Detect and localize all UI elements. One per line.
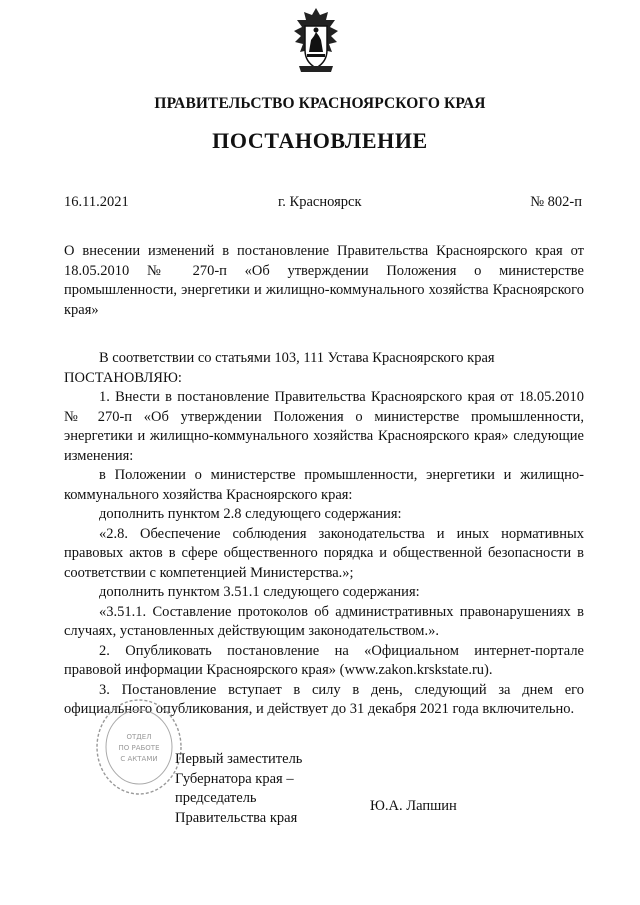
signatory-line-4: Правительства края [175, 809, 298, 826]
decree-word: ПОСТАНОВЛЯЮ: [64, 369, 182, 386]
signatory-line-3: председатель [175, 790, 257, 806]
signatory-line-2: Губернатора края – [175, 770, 294, 787]
svg-text:ПО РАБОТЕ: ПО РАБОТЕ [118, 744, 160, 752]
government-name: ПРАВИТЕЛЬСТВО КРАСНОЯРСКОГО КРАЯ [154, 95, 486, 112]
subject-text: О внесении изменений в постановление Правительства Красноярского края от 18.05.2010 № 270-п «Об утверждении Положения о министерстве промышленности, энергетики и жилищно-коммунального хозяйства Красноярского края» [64, 243, 584, 318]
item-1: 1. Внести в постановление Правительства Красноярского края от 18.05.2010 № 270-п «Об утверждении Положения о министерстве промышленности, энергетики и жилищно-коммунального хозяйства Красноярского края» следующие изменения: [64, 389, 584, 464]
preamble: В соответствии со статьями 103, 111 Устава Красноярского края [99, 350, 495, 366]
item-3: 3. Постановление вступает в силу в день, следующий за днем его официального опубликования, и действует до 31 декабря 2021 года включительно. [64, 681, 584, 717]
document-number: № 802-п [530, 194, 582, 210]
coat-of-arms-icon [287, 6, 345, 74]
document-city: г. Красноярск [278, 194, 362, 210]
document-date: 16.11.2021 [64, 194, 129, 210]
svg-text:ОТДЕЛ: ОТДЕЛ [126, 733, 152, 741]
add-2-8-text: «2.8. Обеспечение соблюдения законодательства и иных нормативных правовых актов в сфере общественного порядка и общественной безопасности в соответствии с компетенцией Министерства.»; [64, 525, 584, 581]
official-stamp-icon [95, 697, 183, 797]
document-body [64, 349, 584, 720]
signatory-name: Ю.А. Лапшин [370, 798, 457, 814]
add-3-51-1-text: «3.51.1. Составление протоколов об административных правонарушениях в случаях, установленных действующим законодательством.». [64, 603, 584, 639]
svg-text:С АКТАМИ: С АКТАМИ [120, 755, 158, 763]
signatory-line-1: Первый заместитель [175, 751, 303, 767]
add-2-8-intro: дополнить пунктом 2.8 следующего содержания: [99, 506, 402, 522]
add-3-51-1-intro: дополнить пунктом 3.51.1 следующего содержания: [99, 584, 420, 600]
document-subject [64, 242, 584, 320]
item-2: 2. Опубликовать постановление на «Официальном интернет-портале правовой информации Красноярского края» (www.zakon.krskstate.ru). [64, 642, 584, 678]
signatory-position [175, 750, 302, 828]
change-intro: в Положении о министерстве промышленности, энергетики и жилищно-коммунального хозяйства Красноярского края: [64, 467, 584, 503]
document-type: ПОСТАНОВЛЕНИЕ [212, 128, 428, 153]
